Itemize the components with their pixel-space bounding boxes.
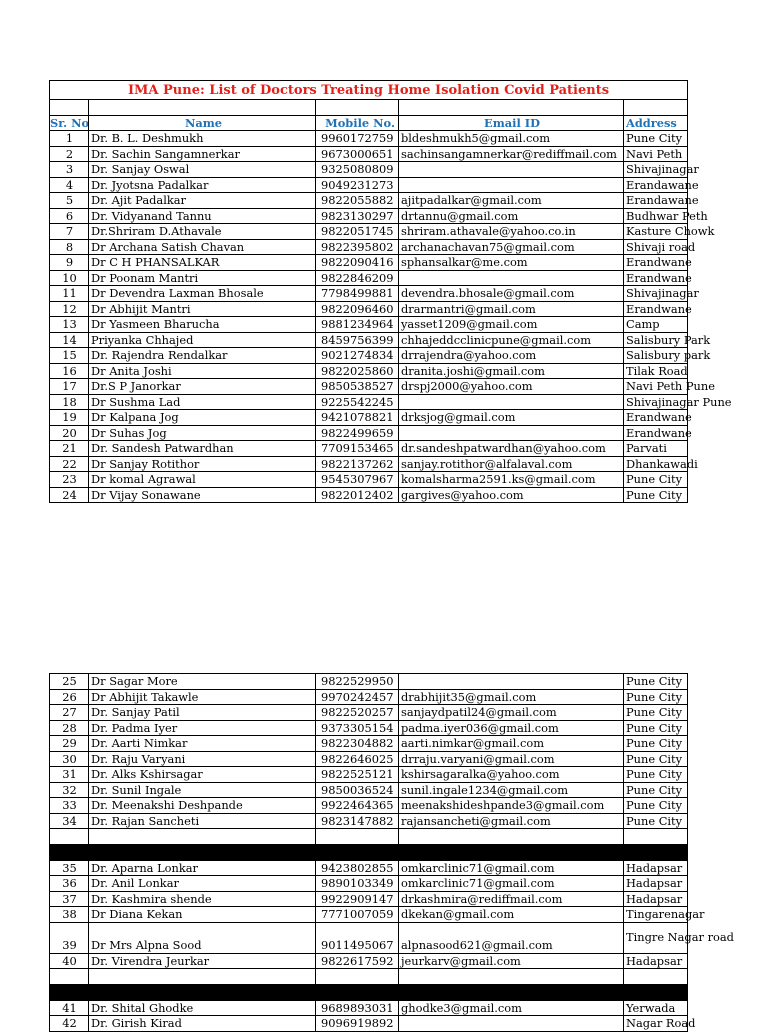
sr-cell: 25 [49, 674, 89, 689]
blank-row [49, 829, 688, 845]
table-row [49, 394, 732, 411]
mobile-cell: 9423802855 [315, 861, 399, 876]
address-cell: Kasture Chowk [623, 224, 688, 239]
address-cell: Hadapsar [623, 892, 688, 907]
mobile-cell: 9823147882 [315, 814, 399, 829]
mobile-cell: 9960172759 [315, 131, 399, 146]
section-1-rows [49, 131, 732, 503]
email-cell: chhajeddcclinicpune@gmail.com [398, 333, 624, 348]
sr-cell: 40 [49, 954, 89, 969]
email-cell: komalsharma2591.ks@gmail.com [398, 472, 624, 487]
sr-cell: 27 [49, 705, 89, 720]
address-cell: Hadapsar [623, 954, 688, 969]
email-cell: archanachavan75@gmail.com [398, 240, 624, 255]
name-cell: Dr.Shriram D.Athavale [88, 224, 316, 239]
email-cell: sanjaydpatil24@gmail.com [398, 705, 624, 720]
name-cell: Dr Kalpana Jog [88, 410, 316, 425]
mobile-cell: 9673000651 [315, 147, 399, 162]
email-cell: shriram.athavale@yahoo.co.in [398, 224, 624, 239]
mobile-cell: 9822090416 [315, 255, 399, 270]
email-cell [398, 271, 624, 286]
table-row [49, 690, 688, 706]
address-cell: Yerwada [623, 1001, 688, 1016]
sr-cell: 24 [49, 488, 89, 503]
mobile-cell: 9922464365 [315, 798, 399, 813]
section-4-rows [49, 1000, 696, 1032]
email-cell: drtannu@gmail.com [398, 209, 624, 224]
table-row [49, 456, 698, 473]
table-row [49, 224, 715, 240]
mobile-cell: 9021274834 [315, 348, 399, 363]
email-cell: dkekan@gmail.com [398, 907, 624, 922]
sr-cell: 34 [49, 814, 89, 829]
sr-cell: 41 [49, 1001, 89, 1016]
sr-cell: 15 [49, 348, 89, 363]
address-cell: Pune City [623, 488, 688, 503]
mobile-cell: 7709153465 [315, 441, 399, 456]
email-cell: dranita.joshi@gmail.com [398, 364, 624, 379]
table-row [49, 783, 688, 799]
table-row [49, 270, 692, 287]
sr-cell: 20 [49, 426, 89, 441]
separator-bar [49, 845, 688, 861]
email-cell: ghodke3@gmail.com [398, 1001, 624, 1016]
address-cell: Budhwar Peth [623, 209, 688, 224]
table-row [49, 317, 688, 333]
mobile-cell: 9822646025 [315, 752, 399, 767]
email-cell [398, 1016, 624, 1031]
name-cell: Dr. Alks Kshirsagar [88, 767, 316, 782]
address-cell: Hadapsar [623, 876, 688, 891]
address-cell: Pune City [623, 752, 688, 767]
email-cell: padma.iyer036@gmail.com [398, 721, 624, 736]
mobile-cell: 9373305154 [315, 721, 399, 736]
sr-cell: 26 [49, 690, 89, 705]
name-cell: Dr. Shital Ghodke [88, 1001, 316, 1016]
email-cell: sphansalkar@me.com [398, 255, 624, 270]
mobile-cell: 9822525121 [315, 767, 399, 782]
address-cell: Pune City [623, 472, 688, 487]
name-cell: Dr. Rajan Sancheti [88, 814, 316, 829]
table-row [49, 332, 711, 349]
address-cell: Dhankawadi [623, 457, 688, 472]
sr-cell: 37 [49, 892, 89, 907]
sr-cell: 14 [49, 333, 89, 348]
header-row [49, 116, 688, 132]
table-row [49, 301, 692, 318]
mobile-cell: 9890103349 [315, 876, 399, 891]
mobile-cell: 9822846209 [315, 271, 399, 286]
table-row [49, 752, 688, 768]
address-cell: Hadapsar [623, 861, 688, 876]
sr-cell: 28 [49, 721, 89, 736]
header-address: Address [623, 116, 688, 131]
sr-cell: 36 [49, 876, 89, 891]
sr-cell: 12 [49, 302, 89, 317]
mobile-cell: 9822520257 [315, 705, 399, 720]
name-cell: Dr. Raju Varyani [88, 752, 316, 767]
separator-bar [49, 985, 688, 1001]
email-cell: kshirsagaralka@yahoo.com [398, 767, 624, 782]
mobile-cell: 9421078821 [315, 410, 399, 425]
doctors-table-part1 [49, 80, 732, 503]
name-cell: Dr. Virendra Jeurkar [88, 954, 316, 969]
name-cell: Dr Devendra Laxman Bhosale [88, 286, 316, 301]
address-cell: Tingre Nagar road [623, 923, 688, 953]
name-cell: Dr Suhas Jog [88, 426, 316, 441]
email-cell: dr.sandeshpatwardhan@yahoo.com [398, 441, 624, 456]
mobile-cell: 9822529950 [315, 674, 399, 689]
table-row [49, 814, 688, 830]
address-cell: Erandwane [623, 255, 688, 270]
mobile-cell: 9822395802 [315, 240, 399, 255]
sr-cell: 30 [49, 752, 89, 767]
address-cell: Shivaji road [623, 240, 688, 255]
name-cell: Dr komal Agrawal [88, 472, 316, 487]
table-row [49, 425, 692, 442]
sr-cell: 9 [49, 255, 89, 270]
table-row [49, 767, 688, 783]
table-row [49, 147, 688, 163]
address-cell: Shivajinagar Pune [623, 395, 688, 410]
name-cell: Dr Abhijit Mantri [88, 302, 316, 317]
address-cell: Pune City [623, 674, 688, 689]
mobile-cell: 9822617592 [315, 954, 399, 969]
header-name: Name [88, 116, 316, 131]
sr-cell: 19 [49, 410, 89, 425]
email-cell: drraju.varyani@gmail.com [398, 752, 624, 767]
table-row [49, 472, 688, 488]
mobile-cell: 9011495067 [315, 923, 399, 953]
sr-cell: 39 [49, 923, 89, 953]
address-cell: Navi Peth Pune [623, 379, 688, 394]
address-cell: Pune City [623, 736, 688, 751]
sr-cell: 42 [49, 1016, 89, 1031]
mobile-cell: 9822025860 [315, 364, 399, 379]
email-cell: alpnasood621@gmail.com [398, 923, 624, 953]
table-row [49, 162, 699, 178]
name-cell: Priyanka Chhajed [88, 333, 316, 348]
name-cell: Dr Abhijit Takawle [88, 690, 316, 705]
mobile-cell: 9922909147 [315, 892, 399, 907]
name-cell: Dr. Sandesh Patwardhan [88, 441, 316, 456]
sr-cell: 13 [49, 317, 89, 332]
table-row [49, 705, 688, 721]
mobile-cell: 9049231273 [315, 178, 399, 193]
mobile-cell: 9096919892 [315, 1016, 399, 1031]
table-row [49, 239, 696, 256]
doctors-table-part2 [49, 673, 734, 1032]
sr-cell: 32 [49, 783, 89, 798]
sr-cell: 11 [49, 286, 89, 301]
sr-cell: 5 [49, 193, 89, 208]
name-cell: Dr Anita Joshi [88, 364, 316, 379]
sr-cell: 10 [49, 271, 89, 286]
name-cell: Dr. Anil Lonkar [88, 876, 316, 891]
name-cell: Dr. Vidyanand Tannu [88, 209, 316, 224]
table-row [49, 441, 688, 457]
mobile-cell: 7771007059 [315, 907, 399, 922]
name-cell: Dr. Sunil Ingale [88, 783, 316, 798]
name-cell: Dr. B. L. Deshmukh [88, 131, 316, 146]
email-cell: rajansancheti@gmail.com [398, 814, 624, 829]
mobile-cell: 9822055882 [315, 193, 399, 208]
address-cell: Navi Peth [623, 147, 688, 162]
table-row [49, 861, 688, 877]
table-row [49, 488, 688, 504]
email-cell: ajitpadalkar@gmail.com [398, 193, 624, 208]
name-cell: Dr Vijay Sonawane [88, 488, 316, 503]
address-cell: Pune City [623, 767, 688, 782]
email-cell: drabhijit35@gmail.com [398, 690, 624, 705]
sr-cell: 38 [49, 907, 89, 922]
address-cell: Pune City [623, 690, 688, 705]
address-cell: Pune City [623, 798, 688, 813]
table-row [49, 364, 688, 380]
blank-row [49, 969, 688, 985]
sr-cell: 18 [49, 395, 89, 410]
sr-cell: 33 [49, 798, 89, 813]
mobile-cell: 7798499881 [315, 286, 399, 301]
mobile-cell: 9850036524 [315, 783, 399, 798]
blank-row [49, 100, 688, 116]
table-row [49, 954, 688, 970]
email-cell: aarti.nimkar@gmail.com [398, 736, 624, 751]
header-email: Email ID [398, 116, 624, 131]
name-cell: Dr Sushma Lad [88, 395, 316, 410]
name-cell: Dr Diana Kekan [88, 907, 316, 922]
email-cell [398, 426, 624, 441]
sr-cell: 23 [49, 472, 89, 487]
name-cell: Dr Sagar More [88, 674, 316, 689]
name-cell: Dr. Ajit Padalkar [88, 193, 316, 208]
address-cell: Erandwane [623, 426, 688, 441]
email-cell: omkarclinic71@gmail.com [398, 876, 624, 891]
mobile-cell: 9689893031 [315, 1001, 399, 1016]
table-row [49, 1016, 696, 1032]
sr-cell: 1 [49, 131, 89, 146]
address-cell: Erandawane [623, 193, 688, 208]
name-cell: Dr. Sanjay Oswal [88, 162, 316, 177]
mobile-cell: 9881234964 [315, 317, 399, 332]
address-cell: Tingarenagar [623, 907, 688, 922]
table-row [49, 348, 711, 364]
email-cell: sanjay.rotithor@alfalaval.com [398, 457, 624, 472]
address-cell: Nagar Road [623, 1016, 688, 1031]
sr-cell: 4 [49, 178, 89, 193]
mobile-cell: 9225542245 [315, 395, 399, 410]
name-cell: Dr. Sanjay Patil [88, 705, 316, 720]
table-row [49, 721, 688, 737]
name-cell: Dr. Meenakshi Deshpande [88, 798, 316, 813]
mobile-cell: 9970242457 [315, 690, 399, 705]
email-cell: meenakshideshpande3@gmail.com [398, 798, 624, 813]
mobile-cell: 8459756399 [315, 333, 399, 348]
address-cell: Pune City [623, 705, 688, 720]
email-cell: drrajendra@yahoo.com [398, 348, 624, 363]
table-row [49, 798, 688, 814]
table-row [49, 736, 688, 752]
address-cell: Salisbury park [623, 348, 688, 363]
name-cell: Dr. Sachin Sangamnerkar [88, 147, 316, 162]
header-mobile: Mobile No. [315, 116, 399, 131]
email-cell [398, 395, 624, 410]
name-cell: Dr. Girish Kirad [88, 1016, 316, 1031]
table-row [49, 131, 688, 147]
table-row [49, 177, 699, 194]
address-cell: Tilak Road [623, 364, 688, 379]
address-cell: Erandwane [623, 302, 688, 317]
name-cell: Dr Poonam Mantri [88, 271, 316, 286]
mobile-cell: 9822051745 [315, 224, 399, 239]
sr-cell: 17 [49, 379, 89, 394]
address-cell: Pune City [623, 721, 688, 736]
header-sr: Sr. No [50, 115, 90, 130]
email-cell: gargives@yahoo.com [398, 488, 624, 503]
address-cell: Shivajinagar [623, 162, 688, 177]
address-cell: Pune City [623, 131, 688, 146]
table-row [49, 1001, 688, 1017]
table-row [49, 286, 699, 302]
sr-cell: 22 [49, 457, 89, 472]
table-row [49, 255, 692, 271]
sr-cell: 35 [49, 861, 89, 876]
address-cell: Pune City [623, 783, 688, 798]
email-cell: sunil.ingale1234@gmail.com [398, 783, 624, 798]
email-cell: yasset1209@gmail.com [398, 317, 624, 332]
email-cell: bldeshmukh5@gmail.com [398, 131, 624, 146]
table-row [49, 923, 734, 954]
section-2-rows [49, 673, 688, 829]
email-cell [398, 178, 624, 193]
mobile-cell: 9822304882 [315, 736, 399, 751]
email-cell [398, 162, 624, 177]
section-3-rows [49, 860, 734, 970]
mobile-cell: 9850538527 [315, 379, 399, 394]
name-cell: Dr Mrs Alpna Sood [88, 923, 316, 953]
sr-cell: 31 [49, 767, 89, 782]
address-cell: Shivajinagar [623, 286, 688, 301]
table-row [49, 208, 708, 225]
sr-cell: 3 [49, 162, 89, 177]
address-cell: Erandwane [623, 271, 688, 286]
email-cell: drspj2000@yahoo.com [398, 379, 624, 394]
table-row [49, 379, 715, 395]
address-cell: Erandwane [623, 410, 688, 425]
sr-cell: 21 [49, 441, 89, 456]
sr-cell: 16 [49, 364, 89, 379]
table-row [49, 907, 705, 923]
sr-cell: 8 [49, 240, 89, 255]
name-cell: Dr Yasmeen Bharucha [88, 317, 316, 332]
address-cell: Parvati [623, 441, 688, 456]
email-cell: devendra.bhosale@gmail.com [398, 286, 624, 301]
address-cell: Pune City [623, 814, 688, 829]
table-row [49, 410, 692, 426]
table-row [49, 892, 688, 908]
email-cell: sachinsangamnerkar@rediffmail.com [398, 147, 624, 162]
email-cell: drarmantri@gmail.com [398, 302, 624, 317]
table-row [49, 193, 699, 209]
mobile-cell: 9822499659 [315, 426, 399, 441]
email-cell [398, 674, 624, 689]
email-cell: jeurkarv@gmail.com [398, 954, 624, 969]
table-row [49, 876, 688, 892]
mobile-cell: 9822137262 [315, 457, 399, 472]
sr-cell: 29 [49, 736, 89, 751]
name-cell: Dr. Kashmira shende [88, 892, 316, 907]
name-cell: Dr C H PHANSALKAR [88, 255, 316, 270]
sr-cell: 6 [49, 209, 89, 224]
mobile-cell: 9545307967 [315, 472, 399, 487]
table-row [49, 674, 688, 690]
email-cell: drkashmira@rediffmail.com [398, 892, 624, 907]
address-cell: Erandawane [623, 178, 688, 193]
mobile-cell: 9822012402 [315, 488, 399, 503]
name-cell: Dr. Rajendra Rendalkar [88, 348, 316, 363]
name-cell: Dr. Aarti Nimkar [88, 736, 316, 751]
name-cell: Dr Sanjay Rotithor [88, 457, 316, 472]
sr-cell: 7 [49, 224, 89, 239]
name-cell: Dr. Padma Iyer [88, 721, 316, 736]
mobile-cell: 9823130297 [315, 209, 399, 224]
table-title: IMA Pune: List of Doctors Treating Home Isolation Covid Patients [49, 80, 688, 100]
name-cell: Dr. Aparna Lonkar [88, 861, 316, 876]
name-cell: Dr. Jyotsna Padalkar [88, 178, 316, 193]
name-cell: Dr Archana Satish Chavan [88, 240, 316, 255]
mobile-cell: 9325080809 [315, 162, 399, 177]
sr-cell: 2 [49, 147, 89, 162]
email-cell: omkarclinic71@gmail.com [398, 861, 624, 876]
mobile-cell: 9822096460 [315, 302, 399, 317]
name-cell: Dr.S P Janorkar [88, 379, 316, 394]
email-cell: drksjog@gmail.com [398, 410, 624, 425]
address-cell: Camp [623, 317, 688, 332]
address-cell: Salisbury Park [623, 333, 688, 348]
